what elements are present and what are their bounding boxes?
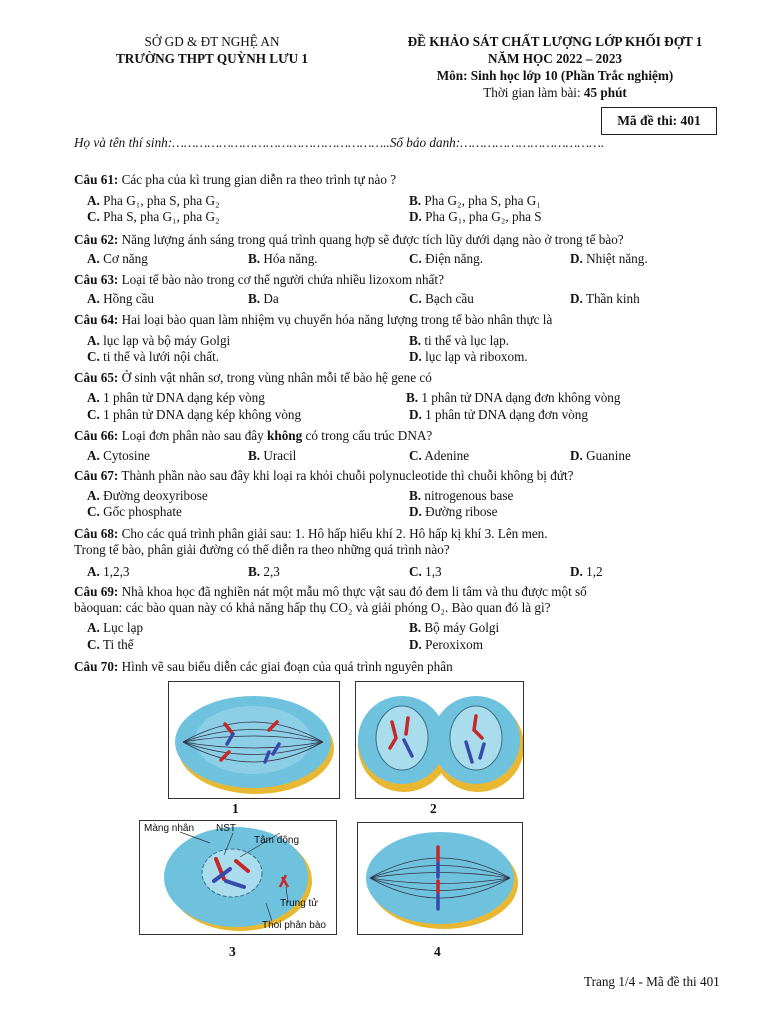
question-number: Câu 65: xyxy=(74,370,119,385)
figure-number-1: 1 xyxy=(232,801,239,816)
figure-number-3: 3 xyxy=(229,944,236,959)
option-text: Bộ máy Golgi xyxy=(424,620,500,635)
question-number: Câu 70: xyxy=(74,659,119,674)
option-text: Cytosine xyxy=(103,448,151,463)
answer-option-b[interactable] xyxy=(248,448,296,464)
question-stem xyxy=(74,172,396,188)
option-text: Bạch cầu xyxy=(425,291,474,306)
question-stem xyxy=(74,312,552,328)
answer-option-c[interactable] xyxy=(87,637,134,653)
answer-option-d[interactable] xyxy=(409,407,588,423)
option-text: Lục lạp xyxy=(103,620,144,635)
question-stem xyxy=(74,232,624,248)
question-stem xyxy=(74,370,432,386)
question-text: Cho các quá trình phân giải sau: 1. Hô hấp hiếu khí 2. Hô hấp kị khí 3. Lên men. xyxy=(118,526,548,541)
question-number: Câu 66: xyxy=(74,428,119,443)
option-letter: D. xyxy=(570,291,583,306)
option-text: Hóa năng. xyxy=(263,251,318,266)
option-letter: D. xyxy=(570,448,583,463)
option-letter: A. xyxy=(87,291,100,306)
option-letter: A. xyxy=(87,620,100,635)
answer-option-a[interactable] xyxy=(87,488,208,504)
question-text: Loại đơn phân nào sau đây xyxy=(118,428,268,443)
question-stem xyxy=(74,428,432,444)
question-text: Các pha của kì trung gian diễn ra theo trình tự nào ? xyxy=(118,172,397,187)
option-letter: D. xyxy=(570,251,583,266)
answer-option-d[interactable] xyxy=(409,349,528,365)
answer-option-d[interactable] xyxy=(570,291,640,307)
exam-code-box: Mã đề thi: 401 xyxy=(601,107,717,135)
option-letter: C. xyxy=(87,349,100,364)
figure-3 xyxy=(139,820,337,935)
department-name: SỞ GD & ĐT NGHỆ AN xyxy=(144,34,280,49)
question-number: Câu 68: xyxy=(74,526,119,541)
time-line xyxy=(375,85,735,101)
option-text: Pha G₁, pha S, pha G₂ xyxy=(103,193,220,208)
option-letter: D. xyxy=(570,564,583,579)
question-text-continued: Trong tế bào, phân giải đường có thể diễn ra theo những quá trình nào? xyxy=(74,542,450,557)
option-letter: A. xyxy=(87,448,100,463)
question-text: Hai loại bào quan làm nhiệm vụ chuyển hóa năng lượng trong tế bào nhân thực là xyxy=(118,312,553,327)
answer-option-a[interactable] xyxy=(87,390,265,406)
option-text: Peroxixom xyxy=(425,637,484,652)
question-text: Loại tế bào nào trong cơ thể người chứa nhiều lizoxom nhất? xyxy=(118,272,444,287)
answer-option-b[interactable] xyxy=(248,251,318,267)
option-letter: C. xyxy=(87,504,100,519)
question-text: Nhà khoa học đã nghiền nát một mẫu mô thực vật sau đó đem li tâm và thu được một số xyxy=(118,584,587,599)
answer-option-c[interactable] xyxy=(87,504,182,520)
option-letter: A. xyxy=(87,333,100,348)
option-text: 1,2 xyxy=(586,564,603,579)
question-stem xyxy=(74,584,587,600)
option-text: Đường deoxyribose xyxy=(103,488,208,503)
option-text: Pha G₁, pha G₂, pha S xyxy=(425,209,542,224)
option-text: nitrogenous base xyxy=(424,488,514,503)
exam-title: ĐỀ KHẢO SÁT CHẤT LƯỢNG LỚP KHỐI ĐỢT 1 xyxy=(407,34,703,49)
option-text: Cơ năng xyxy=(103,251,148,266)
option-text: Pha G₂, pha S, pha G₁ xyxy=(424,193,541,208)
answer-option-c[interactable] xyxy=(409,564,442,580)
figure-2 xyxy=(355,681,524,799)
option-text: 1 phân tử DNA dạng kép vòng xyxy=(103,390,265,405)
answer-option-c[interactable] xyxy=(87,407,301,423)
label-chromosome: NST xyxy=(216,823,236,834)
option-text: 1 phân tử DNA dạng đơn không vòng xyxy=(421,390,621,405)
school-year: NĂM HỌC 2022 – 2023 xyxy=(487,51,623,66)
option-text: lục lạp và bộ máy Golgi xyxy=(103,333,231,348)
option-text: Nhiệt năng. xyxy=(586,251,648,266)
option-letter: C. xyxy=(409,251,422,266)
question-text: Hình vẽ sau biểu diễn các giai đoạn của quá trình nguyên phân xyxy=(118,659,453,674)
option-letter: B. xyxy=(409,488,422,503)
answer-option-b[interactable] xyxy=(248,291,279,307)
option-letter: C. xyxy=(87,209,100,224)
question-emphasis: không xyxy=(267,428,303,443)
label-spindle: Thoi phân bào xyxy=(262,920,326,931)
option-letter: B. xyxy=(248,291,261,306)
option-letter: C. xyxy=(87,637,100,652)
question-text: Ở sinh vật nhân sơ, trong vùng nhân mỗi tế bào hệ gene có xyxy=(118,370,432,385)
option-text: Guanine xyxy=(586,448,631,463)
answer-option-d[interactable] xyxy=(409,209,542,225)
option-letter: A. xyxy=(87,564,100,579)
option-letter: D. xyxy=(409,349,422,364)
figure-number-2: 2 xyxy=(430,801,437,816)
option-text: ti thể và lưới nội chất. xyxy=(103,349,220,364)
question-number: Câu 61: xyxy=(74,172,119,187)
option-text: lục lạp và riboxom. xyxy=(425,349,528,364)
time-value: 45 phút xyxy=(583,85,627,100)
answer-option-b[interactable] xyxy=(409,620,499,636)
option-letter: A. xyxy=(87,488,100,503)
option-text: 1,3 xyxy=(425,564,442,579)
question-stem xyxy=(74,468,574,484)
answer-option-d[interactable] xyxy=(570,448,631,464)
question-stem xyxy=(74,526,548,542)
question-number: Câu 69: xyxy=(74,584,119,599)
answer-option-a[interactable] xyxy=(87,564,130,580)
option-text: 2,3 xyxy=(263,564,280,579)
figure-1 xyxy=(168,681,340,799)
option-letter: B. xyxy=(248,448,261,463)
answer-option-c[interactable] xyxy=(409,251,483,267)
option-text: Ti thể xyxy=(102,637,134,652)
question-text: Thành phần nào sau đây khi loại ra khỏi chuỗi polynucleotide thì chuỗi không bị đứt? xyxy=(118,468,574,483)
answer-option-b[interactable] xyxy=(248,564,280,580)
option-letter: B. xyxy=(248,564,261,579)
answer-option-c[interactable] xyxy=(409,291,474,307)
question-number: Câu 62: xyxy=(74,232,119,247)
option-letter: D. xyxy=(409,209,422,224)
option-text: Điện năng. xyxy=(425,251,483,266)
question-number: Câu 63: xyxy=(74,272,119,287)
option-text: Đường ribose xyxy=(425,504,498,519)
school-name: TRƯỜNG THPT QUỲNH LƯU 1 xyxy=(116,51,308,66)
answer-option-c[interactable] xyxy=(87,209,220,225)
question-text-continued: bàoquan: các bào quan này có khả năng hấp thụ CO₂ và giải phóng O₂. Bào quan đó là gì? xyxy=(74,600,551,615)
option-letter: B. xyxy=(248,251,261,266)
figure-number-4: 4 xyxy=(434,944,441,959)
answer-option-c[interactable] xyxy=(87,349,219,365)
option-text: Pha S, pha G₁, pha G₂ xyxy=(103,209,220,224)
student-info-line: Họ và tên thí sinh:………………………………………………..Số báo danh:………………………………. xyxy=(74,135,605,150)
answer-option-b[interactable] xyxy=(409,488,513,504)
answer-option-d[interactable] xyxy=(570,564,603,580)
option-letter: A. xyxy=(87,193,100,208)
answer-option-a[interactable] xyxy=(87,193,220,209)
option-text: Gốc phosphate xyxy=(103,504,182,519)
option-letter: A. xyxy=(87,251,100,266)
question-stem xyxy=(74,272,444,288)
option-text: Da xyxy=(263,291,279,306)
option-letter: C. xyxy=(409,291,422,306)
option-text: Adenine xyxy=(424,448,470,463)
option-letter: B. xyxy=(409,620,422,635)
option-letter: C. xyxy=(409,564,422,579)
option-letter: C. xyxy=(87,407,100,422)
label-centriole: Trung tử xyxy=(280,898,319,909)
answer-option-b[interactable] xyxy=(406,390,621,406)
option-text: 1,2,3 xyxy=(103,564,130,579)
question-stem xyxy=(74,659,453,675)
option-letter: B. xyxy=(409,333,422,348)
answer-option-b[interactable] xyxy=(409,333,509,349)
question-number: Câu 64: xyxy=(74,312,119,327)
answer-option-d[interactable] xyxy=(409,637,483,653)
answer-option-a[interactable] xyxy=(87,251,148,267)
option-text: Thần kinh xyxy=(585,291,640,306)
time-label: Thời gian làm bài: xyxy=(483,85,584,100)
option-letter: D. xyxy=(409,504,422,519)
label-nuclear-membrane: Màng nhân xyxy=(144,823,195,834)
option-letter: D. xyxy=(409,407,422,422)
option-letter: C. xyxy=(409,448,422,463)
answer-option-c[interactable] xyxy=(409,448,469,464)
option-text: 1 phân tử DNA dạng đơn vòng xyxy=(425,407,588,422)
answer-option-b[interactable] xyxy=(409,193,541,209)
subject: Môn: Sinh học lớp 10 (Phần Trắc nghiệm) xyxy=(436,68,674,83)
answer-option-a[interactable] xyxy=(87,291,154,307)
answer-option-a[interactable] xyxy=(87,448,150,464)
answer-option-d[interactable] xyxy=(570,251,648,267)
option-letter: D. xyxy=(409,637,422,652)
option-text: 1 phân tử DNA dạng kép không vòng xyxy=(103,407,302,422)
answer-option-a[interactable] xyxy=(87,620,143,636)
question-text-after: có trong cấu trúc DNA? xyxy=(302,428,433,443)
label-centromere: Tâm động xyxy=(254,835,300,846)
question-text: Năng lượng ánh sáng trong quá trình quang hợp sẽ được tích lũy dưới dạng nào ở trong tế bào? xyxy=(118,232,624,247)
option-text: Hồng cầu xyxy=(103,291,155,306)
option-letter: B. xyxy=(409,193,422,208)
option-text: ti thể và lục lạp. xyxy=(424,333,509,348)
answer-option-a[interactable] xyxy=(87,333,230,349)
answer-option-d[interactable] xyxy=(409,504,497,520)
option-letter: B. xyxy=(406,390,419,405)
page-footer: Trang 1/4 - Mã đề thi 401 xyxy=(584,974,720,989)
option-letter: A. xyxy=(87,390,100,405)
figure-4 xyxy=(357,822,523,935)
option-text: Uracil xyxy=(263,448,297,463)
question-number: Câu 67: xyxy=(74,468,119,483)
